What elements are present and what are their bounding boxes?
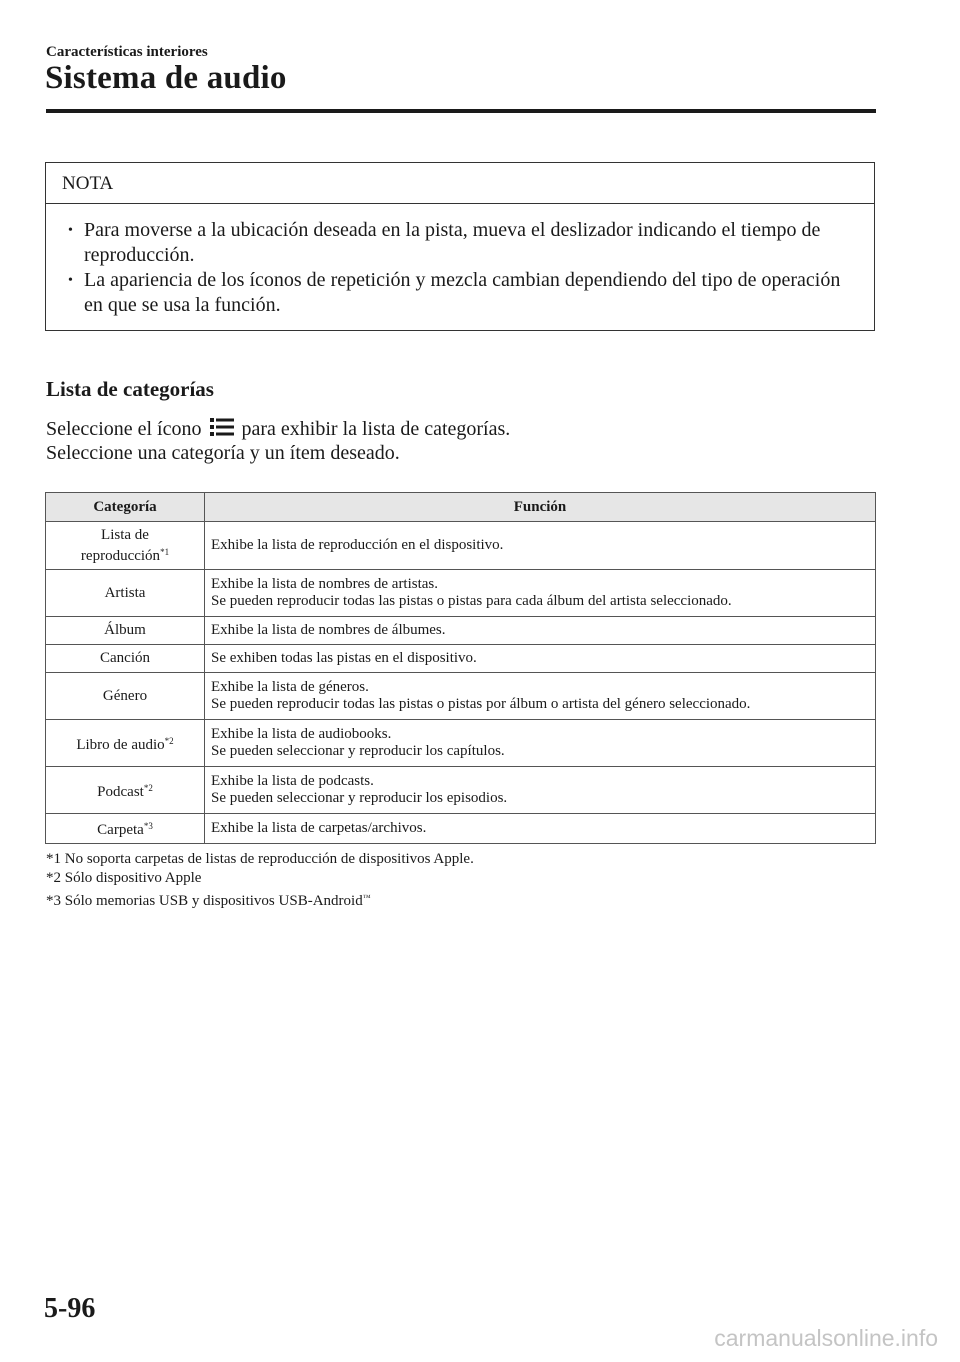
watermark: carmanualsonline.info xyxy=(714,1325,938,1351)
function-text: Exhibe la lista de reproducción en el dispositivo. xyxy=(211,537,504,553)
section-label: Características interiores xyxy=(46,44,208,60)
category-label: reproducción xyxy=(80,547,161,564)
footnote-ref: *1 xyxy=(160,546,170,557)
function-text: Exhibe la lista de audiobooks. xyxy=(211,726,392,742)
category-label: Género xyxy=(102,687,148,704)
footnote-ref: *2 xyxy=(164,735,174,746)
function-text: Se pueden seleccionar y reproducir los capítulos. xyxy=(211,743,505,759)
table-row xyxy=(46,645,876,673)
column-header-category: Categoría xyxy=(46,493,205,522)
function-text: Exhibe la lista de carpetas/archivos. xyxy=(211,820,427,836)
function-text: Se pueden reproducir todas las pistas o pistas por álbum o artista del género seleccionado. xyxy=(211,696,751,712)
table-row xyxy=(46,767,876,814)
function-text: Se pueden reproducir todas las pistas o pistas para cada álbum del artista seleccionado. xyxy=(211,593,732,609)
note-item: • La apariencia de los íconos de repetición y mezcla cambian dependiendo del tipo de operación en que se usa la función. xyxy=(84,268,874,318)
function-cell xyxy=(205,522,876,570)
instruction-line xyxy=(46,417,510,443)
column-header-function: Función xyxy=(205,493,876,522)
category-cell xyxy=(46,570,205,617)
category-label: Lista de xyxy=(101,526,149,543)
function-text: Exhibe la lista de géneros. xyxy=(211,679,369,695)
category-label: Canción xyxy=(100,650,150,666)
function-text: Se exhiben todas las pistas en el dispositivo. xyxy=(211,650,477,666)
function-cell xyxy=(205,814,876,844)
category-cell xyxy=(46,767,205,814)
function-cell xyxy=(205,720,876,767)
page-title: Sistema de audio xyxy=(45,60,287,96)
category-cell xyxy=(46,617,205,645)
section-heading: Lista de categorías xyxy=(46,377,214,401)
category-cell xyxy=(46,814,205,844)
note-list xyxy=(46,204,874,318)
category-cell xyxy=(46,522,205,570)
function-cell xyxy=(205,673,876,720)
category-label: Libro de audio xyxy=(76,736,165,753)
category-cell xyxy=(46,673,205,720)
instruction-text: Seleccione el ícono xyxy=(46,418,202,440)
title-rule xyxy=(46,109,876,113)
footnote-ref: *3 xyxy=(143,821,153,831)
table-row xyxy=(46,720,876,767)
footnote: *2 Sólo dispositivo Apple xyxy=(46,870,202,886)
function-text: Exhibe la lista de nombres de artistas. xyxy=(211,576,439,592)
category-cell xyxy=(46,645,205,673)
function-text: Se pueden seleccionar y reproducir los episodios. xyxy=(211,790,508,806)
category-label: Artista xyxy=(104,584,146,601)
note-heading: NOTA xyxy=(46,163,874,204)
footnote xyxy=(46,888,474,911)
category-label: Podcast xyxy=(97,783,144,800)
list-icon xyxy=(210,417,234,443)
function-cell xyxy=(205,767,876,814)
instruction-line: Seleccione una categoría y un ítem deseado. xyxy=(46,442,400,464)
table-row xyxy=(46,814,876,844)
table-row xyxy=(46,570,876,617)
instruction-text: para exhibir la lista de categorías. xyxy=(241,418,511,440)
table-header-row xyxy=(46,493,876,522)
page-number: 5-96 xyxy=(44,1293,96,1324)
footnote: *1 No soporta carpetas de listas de reproducción de dispositivos Apple. xyxy=(46,851,474,867)
function-text: Exhibe la lista de nombres de álbumes. xyxy=(211,622,446,638)
category-cell xyxy=(46,720,205,767)
table-row xyxy=(46,522,876,570)
function-cell xyxy=(205,617,876,645)
function-cell xyxy=(205,645,876,673)
category-label: Álbum xyxy=(104,622,146,638)
function-text: Exhibe la lista de podcasts. xyxy=(211,773,374,789)
category-table xyxy=(45,492,876,844)
footnote-ref: *2 xyxy=(143,782,153,793)
footnotes xyxy=(46,850,474,911)
footnote-text: *3 Sólo memorias USB y dispositivos USB-Android xyxy=(46,893,363,909)
table-row xyxy=(46,617,876,645)
table-row xyxy=(46,673,876,720)
category-label: Carpeta xyxy=(97,822,144,838)
note-item: • Para moverse a la ubicación deseada en la pista, mueva el deslizador indicando el tiempo de reproducción. xyxy=(84,218,874,268)
trademark-symbol: ™ xyxy=(362,893,371,902)
note-box xyxy=(45,162,875,331)
function-cell xyxy=(205,570,876,617)
